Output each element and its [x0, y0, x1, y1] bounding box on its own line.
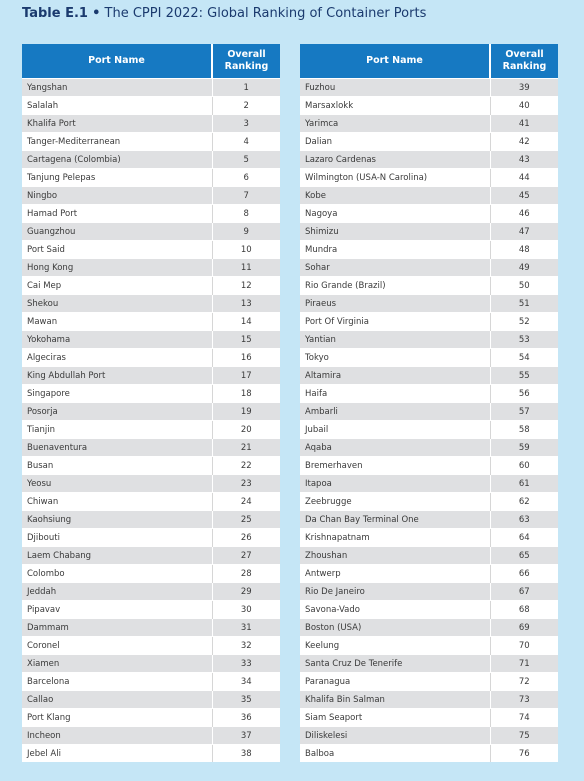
table-row — [22, 691, 280, 709]
overall-ranking-header — [212, 44, 280, 79]
table-row — [22, 385, 280, 403]
ranking-cell: 61 — [490, 475, 558, 493]
table-row — [22, 133, 280, 151]
port-name-cell: Jubail — [300, 421, 490, 439]
table-row — [22, 295, 280, 313]
ranking-cell: 75 — [490, 727, 558, 745]
port-name-cell: Barcelona — [22, 673, 212, 691]
table-row — [22, 439, 280, 457]
ranking-cell: 59 — [490, 439, 558, 457]
table-row — [300, 475, 558, 493]
port-name-cell: Port Said — [22, 241, 212, 259]
table-row — [22, 547, 280, 565]
table-row — [300, 331, 558, 349]
ranking-cell: 19 — [212, 403, 280, 421]
port-name-cell: Port Of Virginia — [300, 313, 490, 331]
table-title-text: The CPPI 2022: Global Ranking of Container Ports — [104, 6, 427, 21]
ranking-cell: 7 — [212, 187, 280, 205]
ranking-cell: 43 — [490, 151, 558, 169]
table-row — [22, 79, 280, 97]
port-name-cell: Xiamen — [22, 655, 212, 673]
port-name-cell: King Abdullah Port — [22, 367, 212, 385]
port-name-cell: Savona-Vado — [300, 601, 490, 619]
table-row — [300, 439, 558, 457]
port-name-cell: Ambarli — [300, 403, 490, 421]
ranking-cell: 40 — [490, 97, 558, 115]
table-row — [300, 367, 558, 385]
port-name-cell: Wilmington (USA-N Carolina) — [300, 169, 490, 187]
ranking-cell: 13 — [212, 295, 280, 313]
table-row — [22, 151, 280, 169]
ranking-cell: 4 — [212, 133, 280, 151]
ranking-cell: 28 — [212, 565, 280, 583]
table-row — [300, 151, 558, 169]
table-row — [22, 97, 280, 115]
port-name-cell: Marsaxlokk — [300, 97, 490, 115]
overall-ranking-header-line1: Overall — [505, 49, 544, 60]
ranking-cell: 23 — [212, 475, 280, 493]
port-name-cell: Yantian — [300, 331, 490, 349]
port-name-cell: Piraeus — [300, 295, 490, 313]
table-row — [300, 511, 558, 529]
port-name-cell: Bremerhaven — [300, 457, 490, 475]
table-title-prefix: Table E.1 — [22, 6, 88, 21]
ranking-cell: 6 — [212, 169, 280, 187]
port-name-cell: Sohar — [300, 259, 490, 277]
port-name-cell: Busan — [22, 457, 212, 475]
port-name-cell: Cartagena (Colombia) — [22, 151, 212, 169]
port-name-cell: Salalah — [22, 97, 212, 115]
port-name-cell: Da Chan Bay Terminal One — [300, 511, 490, 529]
table-row — [300, 673, 558, 691]
table-row — [300, 169, 558, 187]
ranking-cell: 52 — [490, 313, 558, 331]
ranking-cell: 33 — [212, 655, 280, 673]
port-name-cell: Khalifa Bin Salman — [300, 691, 490, 709]
table-title — [22, 6, 426, 21]
table-row — [300, 241, 558, 259]
ranking-cell: 3 — [212, 115, 280, 133]
port-name-cell: Laem Chabang — [22, 547, 212, 565]
port-name-cell: Shimizu — [300, 223, 490, 241]
ranking-table-right — [300, 44, 558, 762]
ranking-cell: 17 — [212, 367, 280, 385]
ranking-cell: 69 — [490, 619, 558, 637]
ranking-cell: 48 — [490, 241, 558, 259]
ranking-cell: 11 — [212, 259, 280, 277]
table-row — [22, 673, 280, 691]
table-row — [300, 187, 558, 205]
overall-ranking-header-line1: Overall — [227, 49, 266, 60]
table-row — [22, 421, 280, 439]
table-row — [300, 97, 558, 115]
overall-ranking-header-line2: Ranking — [224, 61, 269, 72]
table-row — [22, 709, 280, 727]
ranking-cell: 41 — [490, 115, 558, 133]
ranking-cell: 60 — [490, 457, 558, 475]
table-row — [22, 475, 280, 493]
ranking-cell: 22 — [212, 457, 280, 475]
table-row — [22, 529, 280, 547]
table-row — [22, 637, 280, 655]
ranking-cell: 34 — [212, 673, 280, 691]
ranking-cell: 14 — [212, 313, 280, 331]
table-row — [300, 205, 558, 223]
table-row — [22, 727, 280, 745]
table-row — [300, 421, 558, 439]
table-row — [22, 313, 280, 331]
port-name-cell: Zhoushan — [300, 547, 490, 565]
ranking-cell: 71 — [490, 655, 558, 673]
ranking-cell: 44 — [490, 169, 558, 187]
port-name-cell: Singapore — [22, 385, 212, 403]
port-name-cell: Altamira — [300, 367, 490, 385]
table-row — [22, 169, 280, 187]
ranking-cell: 9 — [212, 223, 280, 241]
header-row — [300, 44, 558, 79]
table-row — [22, 277, 280, 295]
port-name-cell: Ningbo — [22, 187, 212, 205]
port-name-cell: Shekou — [22, 295, 212, 313]
port-name-cell: Tanjung Pelepas — [22, 169, 212, 187]
port-name-cell: Yarimca — [300, 115, 490, 133]
port-name-cell: Siam Seaport — [300, 709, 490, 727]
table-row — [300, 259, 558, 277]
port-name-cell: Algeciras — [22, 349, 212, 367]
port-name-cell: Nagoya — [300, 205, 490, 223]
table-row — [300, 133, 558, 151]
table-row — [300, 655, 558, 673]
ranking-cell: 55 — [490, 367, 558, 385]
port-name-cell: Buenaventura — [22, 439, 212, 457]
port-name-cell: Aqaba — [300, 439, 490, 457]
port-name-cell: Port Klang — [22, 709, 212, 727]
table-row — [300, 583, 558, 601]
table-row — [300, 493, 558, 511]
table-row — [300, 709, 558, 727]
table-row — [300, 385, 558, 403]
port-name-cell: Rio De Janeiro — [300, 583, 490, 601]
table-row — [22, 745, 280, 763]
port-name-cell: Rio Grande (Brazil) — [300, 277, 490, 295]
table-row — [300, 277, 558, 295]
ranking-cell: 74 — [490, 709, 558, 727]
port-name-cell: Posorja — [22, 403, 212, 421]
ranking-cell: 32 — [212, 637, 280, 655]
ranking-cell: 50 — [490, 277, 558, 295]
table-row — [300, 403, 558, 421]
ranking-cell: 31 — [212, 619, 280, 637]
port-name-cell: Dalian — [300, 133, 490, 151]
table-row — [300, 223, 558, 241]
table-row — [22, 457, 280, 475]
ranking-cell: 27 — [212, 547, 280, 565]
table-row — [300, 313, 558, 331]
ranking-cell: 25 — [212, 511, 280, 529]
ranking-cell: 15 — [212, 331, 280, 349]
overall-ranking-header — [490, 44, 558, 79]
port-name-cell: Yeosu — [22, 475, 212, 493]
ranking-cell: 47 — [490, 223, 558, 241]
table-row — [300, 637, 558, 655]
port-name-cell: Tianjin — [22, 421, 212, 439]
table-row — [300, 529, 558, 547]
ranking-cell: 67 — [490, 583, 558, 601]
port-name-cell: Keelung — [300, 637, 490, 655]
title-bullet: • — [92, 6, 101, 21]
table-row — [22, 223, 280, 241]
ranking-cell: 56 — [490, 385, 558, 403]
port-name-cell: Callao — [22, 691, 212, 709]
ranking-cell: 63 — [490, 511, 558, 529]
port-name-cell: Guangzhou — [22, 223, 212, 241]
ranking-cell: 12 — [212, 277, 280, 295]
table-row — [300, 79, 558, 97]
ranking-cell: 21 — [212, 439, 280, 457]
ranking-cell: 51 — [490, 295, 558, 313]
port-name-cell: Antwerp — [300, 565, 490, 583]
port-name-header: Port Name — [22, 44, 212, 79]
ranking-cell: 24 — [212, 493, 280, 511]
table-row — [22, 187, 280, 205]
ranking-cell: 62 — [490, 493, 558, 511]
ranking-cell: 76 — [490, 745, 558, 763]
table-row — [300, 115, 558, 133]
ranking-cell: 29 — [212, 583, 280, 601]
port-name-cell: Chiwan — [22, 493, 212, 511]
ranking-cell: 45 — [490, 187, 558, 205]
ranking-cell: 64 — [490, 529, 558, 547]
ranking-cell: 73 — [490, 691, 558, 709]
port-name-cell: Balboa — [300, 745, 490, 763]
ranking-table-right-body — [300, 79, 558, 763]
port-name-cell: Mawan — [22, 313, 212, 331]
ranking-table-left — [22, 44, 280, 762]
ranking-cell: 70 — [490, 637, 558, 655]
ranking-cell: 46 — [490, 205, 558, 223]
port-name-cell: Jebel Ali — [22, 745, 212, 763]
overall-ranking-header-line2: Ranking — [502, 61, 547, 72]
table-row — [300, 349, 558, 367]
port-name-cell: Yokohama — [22, 331, 212, 349]
table-row — [22, 583, 280, 601]
ranking-cell: 68 — [490, 601, 558, 619]
ranking-cell: 37 — [212, 727, 280, 745]
ranking-cell: 53 — [490, 331, 558, 349]
port-name-cell: Khalifa Port — [22, 115, 212, 133]
table-row — [22, 259, 280, 277]
table-row — [22, 511, 280, 529]
ranking-cell: 58 — [490, 421, 558, 439]
ranking-cell: 10 — [212, 241, 280, 259]
table-row — [300, 601, 558, 619]
port-name-cell: Yangshan — [22, 79, 212, 97]
ranking-cell: 66 — [490, 565, 558, 583]
ranking-cell: 8 — [212, 205, 280, 223]
port-name-cell: Pipavav — [22, 601, 212, 619]
port-name-cell: Fuzhou — [300, 79, 490, 97]
ranking-cell: 42 — [490, 133, 558, 151]
ranking-cell: 18 — [212, 385, 280, 403]
port-name-cell: Krishnapatnam — [300, 529, 490, 547]
port-name-cell: Itapoa — [300, 475, 490, 493]
port-name-cell: Paranagua — [300, 673, 490, 691]
table-row — [22, 205, 280, 223]
port-name-header: Port Name — [300, 44, 490, 79]
ranking-cell: 5 — [212, 151, 280, 169]
table-row — [22, 331, 280, 349]
table-row — [300, 565, 558, 583]
table-row — [22, 403, 280, 421]
table-row — [22, 655, 280, 673]
ranking-cell: 16 — [212, 349, 280, 367]
ranking-cell: 49 — [490, 259, 558, 277]
ranking-cell: 35 — [212, 691, 280, 709]
port-name-cell: Kobe — [300, 187, 490, 205]
port-name-cell: Kaohsiung — [22, 511, 212, 529]
ranking-table-left-body — [22, 79, 280, 763]
table-row — [22, 115, 280, 133]
table-row — [300, 727, 558, 745]
table-row — [22, 349, 280, 367]
ranking-cell: 2 — [212, 97, 280, 115]
port-name-cell: Zeebrugge — [300, 493, 490, 511]
ranking-cell: 72 — [490, 673, 558, 691]
port-name-cell: Dammam — [22, 619, 212, 637]
port-name-cell: Boston (USA) — [300, 619, 490, 637]
port-name-cell: Lazaro Cardenas — [300, 151, 490, 169]
ranking-cell: 39 — [490, 79, 558, 97]
ranking-cell: 57 — [490, 403, 558, 421]
port-name-cell: Hamad Port — [22, 205, 212, 223]
port-name-cell: Haifa — [300, 385, 490, 403]
table-row — [22, 565, 280, 583]
port-name-cell: Djibouti — [22, 529, 212, 547]
port-name-cell: Jeddah — [22, 583, 212, 601]
ranking-cell: 1 — [212, 79, 280, 97]
table-row — [22, 619, 280, 637]
port-name-cell: Diliskelesi — [300, 727, 490, 745]
table-row — [300, 295, 558, 313]
ranking-cell: 54 — [490, 349, 558, 367]
ranking-cell: 36 — [212, 709, 280, 727]
table-row — [300, 457, 558, 475]
port-name-cell: Mundra — [300, 241, 490, 259]
port-name-cell: Incheon — [22, 727, 212, 745]
table-row — [22, 601, 280, 619]
port-name-cell: Tokyo — [300, 349, 490, 367]
port-name-cell: Santa Cruz De Tenerife — [300, 655, 490, 673]
table-row — [22, 241, 280, 259]
ranking-cell: 26 — [212, 529, 280, 547]
port-name-cell: Colombo — [22, 565, 212, 583]
port-name-cell: Tanger-Mediterranean — [22, 133, 212, 151]
port-name-cell: Coronel — [22, 637, 212, 655]
ranking-cell: 30 — [212, 601, 280, 619]
table-row — [300, 691, 558, 709]
ranking-cell: 65 — [490, 547, 558, 565]
table-row — [22, 367, 280, 385]
ranking-cell: 20 — [212, 421, 280, 439]
header-row — [22, 44, 280, 79]
ranking-cell: 38 — [212, 745, 280, 763]
table-row — [300, 745, 558, 763]
table-row — [300, 619, 558, 637]
table-row — [300, 547, 558, 565]
port-name-cell: Cai Mep — [22, 277, 212, 295]
port-name-cell: Hong Kong — [22, 259, 212, 277]
table-row — [22, 493, 280, 511]
